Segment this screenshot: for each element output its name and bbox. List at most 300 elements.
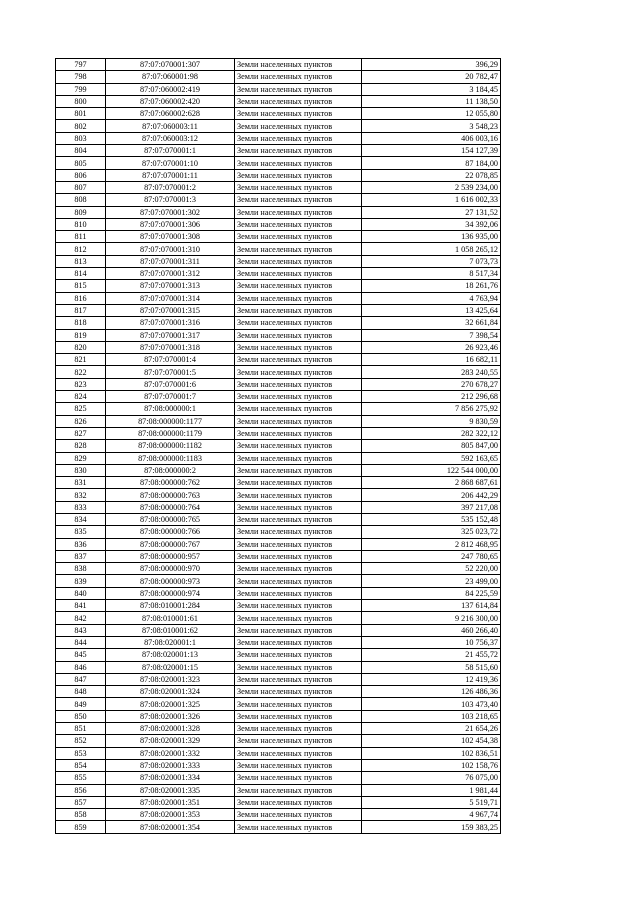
cadastral-value: 396,29 xyxy=(362,59,501,71)
land-category: Земли населенных пунктов xyxy=(235,735,362,747)
cadastral-value: 11 138,50 xyxy=(362,95,501,107)
land-category: Земли населенных пунктов xyxy=(235,624,362,636)
table-row xyxy=(56,83,501,95)
cadastral-number: 87:07:070001:314 xyxy=(106,292,235,304)
cadastral-number: 87:07:070001:318 xyxy=(106,341,235,353)
table-row xyxy=(56,477,501,489)
land-category: Земли населенных пунктов xyxy=(235,673,362,685)
cadastral-value: 406 003,16 xyxy=(362,132,501,144)
cadastral-value: 2 868 687,61 xyxy=(362,477,501,489)
row-number: 802 xyxy=(56,120,106,132)
table-row xyxy=(56,673,501,685)
land-category: Земли населенных пунктов xyxy=(235,759,362,771)
land-category: Земли населенных пунктов xyxy=(235,354,362,366)
cadastral-value: 13 425,64 xyxy=(362,304,501,316)
cadastral-value: 16 682,11 xyxy=(362,354,501,366)
cadastral-number: 87:07:070001:302 xyxy=(106,206,235,218)
row-number: 823 xyxy=(56,378,106,390)
table-row xyxy=(56,108,501,120)
table-row xyxy=(56,194,501,206)
table-row xyxy=(56,378,501,390)
land-category: Земли населенных пунктов xyxy=(235,329,362,341)
land-category: Земли населенных пунктов xyxy=(235,83,362,95)
cadastral-number: 87:07:070001:6 xyxy=(106,378,235,390)
row-number: 848 xyxy=(56,686,106,698)
cadastral-value: 283 240,55 xyxy=(362,366,501,378)
table-row xyxy=(56,268,501,280)
row-number: 828 xyxy=(56,440,106,452)
land-category: Земли населенных пунктов xyxy=(235,403,362,415)
cadastral-value: 23 499,00 xyxy=(362,575,501,587)
cadastral-number: 87:07:070001:315 xyxy=(106,304,235,316)
row-number: 857 xyxy=(56,796,106,808)
row-number: 856 xyxy=(56,784,106,796)
row-number: 845 xyxy=(56,649,106,661)
row-number: 803 xyxy=(56,132,106,144)
cadastral-number: 87:08:000000:974 xyxy=(106,587,235,599)
cadastral-number: 87:08:020001:323 xyxy=(106,673,235,685)
row-number: 850 xyxy=(56,710,106,722)
cadastral-value: 535 152,48 xyxy=(362,513,501,525)
cadastral-number: 87:08:000000:1183 xyxy=(106,452,235,464)
row-number: 818 xyxy=(56,317,106,329)
row-number: 831 xyxy=(56,477,106,489)
table-row xyxy=(56,95,501,107)
row-number: 852 xyxy=(56,735,106,747)
cadastral-value: 102 158,76 xyxy=(362,759,501,771)
table-row xyxy=(56,661,501,673)
land-category: Земли населенных пунктов xyxy=(235,538,362,550)
row-number: 855 xyxy=(56,772,106,784)
cadastral-number: 87:08:020001:333 xyxy=(106,759,235,771)
cadastral-number: 87:08:020001:1 xyxy=(106,636,235,648)
cadastral-number: 87:07:070001:307 xyxy=(106,59,235,71)
land-category: Земли населенных пунктов xyxy=(235,440,362,452)
cadastral-number: 87:08:010001:62 xyxy=(106,624,235,636)
cadastral-value: 270 678,27 xyxy=(362,378,501,390)
row-number: 817 xyxy=(56,304,106,316)
cadastral-value: 247 780,65 xyxy=(362,550,501,562)
cadastral-value: 18 261,76 xyxy=(362,280,501,292)
land-category: Земли населенных пунктов xyxy=(235,600,362,612)
table-row xyxy=(56,145,501,157)
row-number: 830 xyxy=(56,464,106,476)
row-number: 824 xyxy=(56,391,106,403)
row-number: 859 xyxy=(56,821,106,833)
table-row xyxy=(56,120,501,132)
land-category: Земли населенных пунктов xyxy=(235,464,362,476)
cadastral-number: 87:07:070001:11 xyxy=(106,169,235,181)
cadastral-number: 87:08:000000:763 xyxy=(106,489,235,501)
row-number: 800 xyxy=(56,95,106,107)
cadastral-value: 58 515,60 xyxy=(362,661,501,673)
table-row xyxy=(56,563,501,575)
cadastral-number: 87:07:070001:1 xyxy=(106,145,235,157)
cadastral-value: 84 225,59 xyxy=(362,587,501,599)
cadastral-number: 87:08:020001:354 xyxy=(106,821,235,833)
cadastral-value: 7 856 275,92 xyxy=(362,403,501,415)
table-row xyxy=(56,231,501,243)
row-number: 821 xyxy=(56,354,106,366)
land-category: Земли населенных пунктов xyxy=(235,575,362,587)
land-category: Земли населенных пунктов xyxy=(235,378,362,390)
land-category: Земли населенных пунктов xyxy=(235,809,362,821)
cadastral-number: 87:07:070001:312 xyxy=(106,268,235,280)
cadastral-number: 87:08:000000:767 xyxy=(106,538,235,550)
row-number: 838 xyxy=(56,563,106,575)
cadastral-number: 87:08:000000:764 xyxy=(106,501,235,513)
cadastral-value: 3 548,23 xyxy=(362,120,501,132)
land-category: Земли населенных пунктов xyxy=(235,661,362,673)
cadastral-value: 87 184,00 xyxy=(362,157,501,169)
row-number: 804 xyxy=(56,145,106,157)
land-category: Земли населенных пунктов xyxy=(235,796,362,808)
cadastral-value: 325 023,72 xyxy=(362,526,501,538)
cadastral-value: 159 383,25 xyxy=(362,821,501,833)
row-number: 799 xyxy=(56,83,106,95)
cadastral-value: 76 075,00 xyxy=(362,772,501,784)
cadastral-number: 87:08:000000:973 xyxy=(106,575,235,587)
land-category: Земли населенных пунктов xyxy=(235,710,362,722)
row-number: 839 xyxy=(56,575,106,587)
cadastral-value: 1 981,44 xyxy=(362,784,501,796)
row-number: 822 xyxy=(56,366,106,378)
cadastral-value: 126 486,36 xyxy=(362,686,501,698)
land-category: Земли населенных пунктов xyxy=(235,268,362,280)
cadastral-value: 21 455,72 xyxy=(362,649,501,661)
row-number: 836 xyxy=(56,538,106,550)
table-row xyxy=(56,464,501,476)
cadastral-value: 1 058 265,12 xyxy=(362,243,501,255)
table-row xyxy=(56,723,501,735)
cadastral-value: 12 055,80 xyxy=(362,108,501,120)
cadastral-number: 87:08:000000:2 xyxy=(106,464,235,476)
cadastral-value: 7 073,73 xyxy=(362,255,501,267)
table-row xyxy=(56,538,501,550)
row-number: 813 xyxy=(56,255,106,267)
cadastral-number: 87:07:070001:2 xyxy=(106,181,235,193)
land-category: Земли населенных пунктов xyxy=(235,132,362,144)
table-row xyxy=(56,550,501,562)
cadastral-number: 87:08:020001:15 xyxy=(106,661,235,673)
table-row xyxy=(56,710,501,722)
row-number: 849 xyxy=(56,698,106,710)
cadastral-value: 805 847,00 xyxy=(362,440,501,452)
row-number: 844 xyxy=(56,636,106,648)
row-number: 835 xyxy=(56,526,106,538)
row-number: 808 xyxy=(56,194,106,206)
land-category: Земли населенных пунктов xyxy=(235,649,362,661)
cadastral-value: 5 519,71 xyxy=(362,796,501,808)
cadastral-number: 87:07:060002:419 xyxy=(106,83,235,95)
cadastral-number: 87:08:010001:284 xyxy=(106,600,235,612)
cadastral-value: 103 473,40 xyxy=(362,698,501,710)
row-number: 806 xyxy=(56,169,106,181)
row-number: 834 xyxy=(56,513,106,525)
table-row xyxy=(56,735,501,747)
row-number: 809 xyxy=(56,206,106,218)
cadastral-value: 22 078,85 xyxy=(362,169,501,181)
row-number: 847 xyxy=(56,673,106,685)
table-row xyxy=(56,415,501,427)
land-category: Земли населенных пунктов xyxy=(235,231,362,243)
cadastral-number: 87:08:000000:970 xyxy=(106,563,235,575)
cadastral-number: 87:08:020001:335 xyxy=(106,784,235,796)
land-category: Земли населенных пунктов xyxy=(235,95,362,107)
table-row xyxy=(56,600,501,612)
cadastral-value: 122 544 000,00 xyxy=(362,464,501,476)
cadastral-number: 87:07:070001:306 xyxy=(106,218,235,230)
table-row xyxy=(56,157,501,169)
land-category: Земли населенных пунктов xyxy=(235,427,362,439)
land-category: Земли населенных пунктов xyxy=(235,526,362,538)
land-category: Земли населенных пунктов xyxy=(235,477,362,489)
table-row xyxy=(56,501,501,513)
land-category: Земли населенных пунктов xyxy=(235,501,362,513)
cadastral-number: 87:07:070001:3 xyxy=(106,194,235,206)
table-row xyxy=(56,649,501,661)
row-number: 807 xyxy=(56,181,106,193)
table-row xyxy=(56,329,501,341)
table-row xyxy=(56,366,501,378)
cadastral-number: 87:07:060003:11 xyxy=(106,120,235,132)
land-category: Земли населенных пунктов xyxy=(235,280,362,292)
table-row xyxy=(56,784,501,796)
table-row xyxy=(56,169,501,181)
land-category: Земли населенных пунктов xyxy=(235,698,362,710)
table-row xyxy=(56,452,501,464)
table-row xyxy=(56,206,501,218)
table-row xyxy=(56,354,501,366)
cadastral-value: 102 454,38 xyxy=(362,735,501,747)
row-number: 833 xyxy=(56,501,106,513)
land-category: Земли населенных пунктов xyxy=(235,587,362,599)
table-row xyxy=(56,513,501,525)
cadastral-number: 87:08:020001:324 xyxy=(106,686,235,698)
table-row xyxy=(56,587,501,599)
cadastral-number: 87:08:000000:762 xyxy=(106,477,235,489)
cadastral-value: 3 184,45 xyxy=(362,83,501,95)
row-number: 854 xyxy=(56,759,106,771)
cadastral-number: 87:07:070001:5 xyxy=(106,366,235,378)
row-number: 816 xyxy=(56,292,106,304)
cadastral-value: 9 830,59 xyxy=(362,415,501,427)
land-category: Земли населенных пунктов xyxy=(235,489,362,501)
table-row xyxy=(56,181,501,193)
land-category: Земли населенных пунктов xyxy=(235,120,362,132)
cadastral-value: 26 923,46 xyxy=(362,341,501,353)
cadastral-number: 87:07:070001:317 xyxy=(106,329,235,341)
cadastral-number: 87:08:000000:957 xyxy=(106,550,235,562)
table-row xyxy=(56,796,501,808)
land-category: Земли населенных пунктов xyxy=(235,415,362,427)
land-category: Земли населенных пунктов xyxy=(235,341,362,353)
cadastral-value: 20 782,47 xyxy=(362,71,501,83)
cadastral-number: 87:08:020001:334 xyxy=(106,772,235,784)
row-number: 819 xyxy=(56,329,106,341)
land-category: Земли населенных пунктов xyxy=(235,686,362,698)
cadastral-value: 102 836,51 xyxy=(362,747,501,759)
cadastral-number: 87:07:060003:12 xyxy=(106,132,235,144)
table-row xyxy=(56,747,501,759)
cadastral-value: 103 218,65 xyxy=(362,710,501,722)
land-category: Земли населенных пунктов xyxy=(235,218,362,230)
row-number: 826 xyxy=(56,415,106,427)
land-category: Земли населенных пунктов xyxy=(235,452,362,464)
cadastral-value: 460 266,40 xyxy=(362,624,501,636)
row-number: 837 xyxy=(56,550,106,562)
cadastral-number: 87:08:020001:326 xyxy=(106,710,235,722)
row-number: 840 xyxy=(56,587,106,599)
row-number: 853 xyxy=(56,747,106,759)
row-number: 851 xyxy=(56,723,106,735)
land-category: Земли населенных пунктов xyxy=(235,145,362,157)
cadastral-number: 87:07:070001:308 xyxy=(106,231,235,243)
table-row xyxy=(56,526,501,538)
land-category: Земли населенных пунктов xyxy=(235,243,362,255)
cadastral-number: 87:07:070001:313 xyxy=(106,280,235,292)
cadastral-value: 2 539 234,00 xyxy=(362,181,501,193)
cadastral-number: 87:08:020001:351 xyxy=(106,796,235,808)
cadastral-value: 27 131,52 xyxy=(362,206,501,218)
table-row xyxy=(56,304,501,316)
row-number: 815 xyxy=(56,280,106,292)
table-row xyxy=(56,821,501,833)
row-number: 801 xyxy=(56,108,106,120)
table-row xyxy=(56,575,501,587)
table-row xyxy=(56,759,501,771)
cadastral-value: 206 442,29 xyxy=(362,489,501,501)
land-category: Земли населенных пунктов xyxy=(235,784,362,796)
cadastral-value: 12 419,36 xyxy=(362,673,501,685)
cadastral-value: 9 216 300,00 xyxy=(362,612,501,624)
row-number: 843 xyxy=(56,624,106,636)
row-number: 858 xyxy=(56,809,106,821)
land-category: Земли населенных пунктов xyxy=(235,550,362,562)
table-row xyxy=(56,624,501,636)
table-row xyxy=(56,698,501,710)
table-row xyxy=(56,243,501,255)
land-category: Земли населенных пунктов xyxy=(235,59,362,71)
cadastral-value: 282 322,12 xyxy=(362,427,501,439)
table-row xyxy=(56,132,501,144)
table-row xyxy=(56,686,501,698)
cadastral-value: 8 517,34 xyxy=(362,268,501,280)
land-category: Земли населенных пунктов xyxy=(235,317,362,329)
land-category: Земли населенных пунктов xyxy=(235,255,362,267)
cadastral-value: 4 763,94 xyxy=(362,292,501,304)
cadastral-value: 592 163,65 xyxy=(362,452,501,464)
cadastral-value: 397 217,08 xyxy=(362,501,501,513)
table-row xyxy=(56,317,501,329)
cadastral-value: 212 296,68 xyxy=(362,391,501,403)
table-row xyxy=(56,341,501,353)
land-category: Земли населенных пунктов xyxy=(235,108,362,120)
row-number: 832 xyxy=(56,489,106,501)
land-category: Земли населенных пунктов xyxy=(235,563,362,575)
table-row xyxy=(56,59,501,71)
row-number: 812 xyxy=(56,243,106,255)
row-number: 846 xyxy=(56,661,106,673)
cadastral-number: 87:08:020001:325 xyxy=(106,698,235,710)
land-category: Земли населенных пунктов xyxy=(235,292,362,304)
cadastral-number: 87:07:070001:4 xyxy=(106,354,235,366)
cadastral-number: 87:08:020001:13 xyxy=(106,649,235,661)
land-category: Земли населенных пунктов xyxy=(235,366,362,378)
cadastral-number: 87:07:070001:10 xyxy=(106,157,235,169)
cadastral-value: 34 392,06 xyxy=(362,218,501,230)
table-row xyxy=(56,280,501,292)
cadastral-number: 87:08:000000:765 xyxy=(106,513,235,525)
row-number: 825 xyxy=(56,403,106,415)
table-row xyxy=(56,809,501,821)
land-category: Земли населенных пунктов xyxy=(235,513,362,525)
cadastral-value: 4 967,74 xyxy=(362,809,501,821)
cadastral-number: 87:07:070001:311 xyxy=(106,255,235,267)
land-category: Земли населенных пунктов xyxy=(235,772,362,784)
table-row xyxy=(56,292,501,304)
row-number: 829 xyxy=(56,452,106,464)
row-number: 811 xyxy=(56,231,106,243)
land-category: Земли населенных пунктов xyxy=(235,181,362,193)
land-plots-table xyxy=(55,58,501,834)
land-category: Земли населенных пунктов xyxy=(235,194,362,206)
cadastral-value: 52 220,00 xyxy=(362,563,501,575)
table-row xyxy=(56,255,501,267)
land-category: Земли населенных пунктов xyxy=(235,821,362,833)
land-category: Земли населенных пунктов xyxy=(235,304,362,316)
cadastral-number: 87:08:000000:1179 xyxy=(106,427,235,439)
cadastral-value: 154 127,39 xyxy=(362,145,501,157)
cadastral-number: 87:08:000000:1177 xyxy=(106,415,235,427)
land-category: Земли населенных пунктов xyxy=(235,391,362,403)
cadastral-value: 2 812 468,95 xyxy=(362,538,501,550)
row-number: 814 xyxy=(56,268,106,280)
cadastral-number: 87:08:020001:332 xyxy=(106,747,235,759)
cadastral-number: 87:08:010001:61 xyxy=(106,612,235,624)
cadastral-number: 87:07:060001:98 xyxy=(106,71,235,83)
cadastral-number: 87:07:060002:628 xyxy=(106,108,235,120)
table-row xyxy=(56,612,501,624)
cadastral-value: 136 935,00 xyxy=(362,231,501,243)
cadastral-number: 87:08:020001:329 xyxy=(106,735,235,747)
row-number: 827 xyxy=(56,427,106,439)
cadastral-number: 87:08:000000:1182 xyxy=(106,440,235,452)
table-row xyxy=(56,489,501,501)
table-row xyxy=(56,440,501,452)
row-number: 810 xyxy=(56,218,106,230)
cadastral-value: 1 616 002,33 xyxy=(362,194,501,206)
table-row xyxy=(56,71,501,83)
table-row xyxy=(56,218,501,230)
land-category: Земли населенных пунктов xyxy=(235,612,362,624)
cadastral-value: 10 756,37 xyxy=(362,636,501,648)
land-category: Земли населенных пунктов xyxy=(235,169,362,181)
land-category: Земли населенных пунктов xyxy=(235,636,362,648)
land-category: Земли населенных пунктов xyxy=(235,71,362,83)
cadastral-number: 87:08:020001:328 xyxy=(106,723,235,735)
table-row xyxy=(56,427,501,439)
table-row xyxy=(56,391,501,403)
row-number: 842 xyxy=(56,612,106,624)
row-number: 805 xyxy=(56,157,106,169)
land-category: Земли населенных пунктов xyxy=(235,747,362,759)
row-number: 841 xyxy=(56,600,106,612)
cadastral-number: 87:08:020001:353 xyxy=(106,809,235,821)
table-body xyxy=(56,59,501,834)
cadastral-number: 87:08:000000:1 xyxy=(106,403,235,415)
row-number: 797 xyxy=(56,59,106,71)
